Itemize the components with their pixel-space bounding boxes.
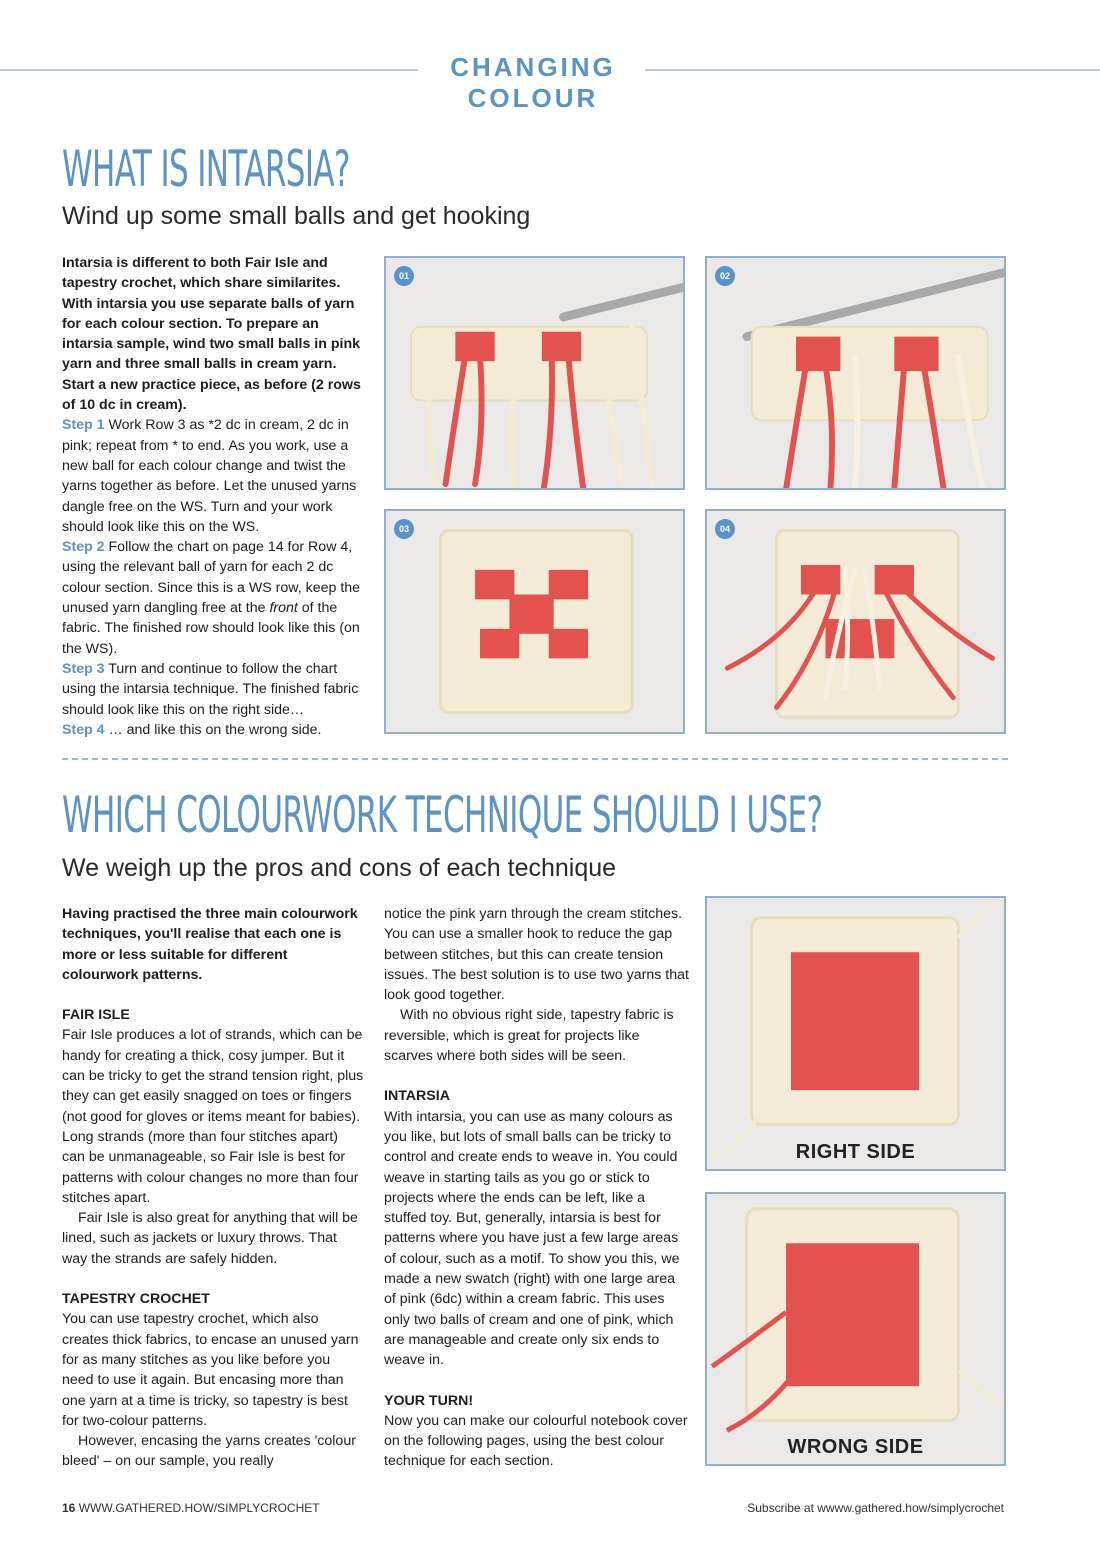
swatch-right-side-image [386, 511, 683, 732]
step-1 [62, 415, 364, 537]
swatch-row4-image [707, 258, 1004, 488]
intarsia-text [62, 253, 364, 740]
step-1-text: Work Row 3 as *2 dc in cream, 2 dc in pink; repeat from * to end. As you work, use a new ball for each colour change and twist the yarns together as before. Let the unused yarns dangle free on the WS. Turn and your work should look like this on the WS. [62, 417, 357, 535]
fair-isle-heading: FAIR ISLE [62, 1007, 130, 1024]
right-side-caption: RIGHT SIDE [795, 1141, 916, 1163]
photo-step-03 [384, 509, 685, 734]
step-3-label: Step 3 [62, 660, 105, 677]
tapestry-paragraph-2: However, encasing the yarns creates 'colour bleed' – on our sample, you really [62, 1433, 356, 1470]
photo-badge-02: 02 [715, 266, 735, 286]
intarsia-title: WHAT IS INTARSIA? [62, 140, 350, 198]
step-2-text-b: of the fabric. The finished row should look like this (on the WS). [62, 600, 360, 657]
intarsia-subtitle: Wind up some small balls and get hooking [62, 202, 531, 230]
swatch-wrong-side-large-image [707, 1194, 1004, 1464]
intarsia-heading: INTARSIA [384, 1088, 450, 1105]
footer-url[interactable]: WWW.GATHERED.HOW/SIMPLYCROCHET [78, 1501, 320, 1515]
step-2-emphasis: front [269, 600, 298, 617]
page-number: 16 [62, 1501, 76, 1515]
section-header: CHANGING COLOUR [450, 52, 616, 113]
swatch-strands-image [386, 258, 683, 488]
photo-badge-03: 03 [394, 519, 414, 539]
step-4 [62, 720, 364, 740]
your-turn-heading: YOUR TURN! [384, 1392, 474, 1409]
tapestry-paragraph-3: With no obvious right side, tapestry fabric is reversible, which is great for projects like scarves where both sides will be seen. [384, 1007, 674, 1065]
footer-left [62, 1501, 320, 1515]
tapestry-heading: TAPESTRY CROCHET [62, 1291, 210, 1308]
technique-column-1 [62, 904, 364, 1472]
photo-badge-01: 01 [394, 266, 414, 286]
technique-subtitle: We weigh up the pros and cons of each technique [62, 854, 617, 882]
photo-right-side [705, 896, 1006, 1171]
footer-subscribe[interactable]: Subscribe at wwww.gathered.how/simplycrochet [747, 1501, 1004, 1515]
step-2-label: Step 2 [62, 539, 105, 556]
step-4-label: Step 4 [62, 721, 105, 738]
technique-column-2 [384, 904, 690, 1472]
your-turn-paragraph: Now you can make our colourful notebook cover on the following pages, using the best colour technique for each section. [384, 1412, 688, 1470]
technique-title: WHICH COLOURWORK TECHNIQUE SHOULD I USE? [62, 786, 823, 844]
step-2 [62, 537, 364, 659]
step-3 [62, 659, 364, 720]
step-1-label: Step 1 [62, 417, 105, 434]
intarsia-paragraph: With intarsia, you can use as many colours as you like, but lots of small balls can be tricky to control and create ends to weave in. You could weave in starting tails as you go or stick to projects where the ends can be left, like a stuffed toy. But, generally, intarsia is best for patterns where you have just a few large areas of colour, such as a motif. To show you this, we made a new swatch (right) with one large area of pink (6dc) within a cream fabric. This uses only two balls of cream and one of pink, which are manageable and create only six ends to weave in. [384, 1108, 680, 1369]
step-2-text-a: Follow the chart on page 14 for Row 4, using the relevant ball of yarn for each 2 dc colour section. Since this is a WS row, keep the unused yarn dangling free at the [62, 539, 361, 617]
technique-intro: Having practised the three main colourwork techniques, you'll realise that each one is more or less suitable for different colourwork patterns. [62, 906, 358, 983]
section-divider [62, 758, 1008, 760]
fair-isle-paragraph-2: Fair Isle is also great for anything that will be lined, such as jackets or luxury throws. That way the strands are safely hidden. [62, 1210, 358, 1267]
step-4-text: … and like this on the wrong side. [104, 721, 322, 738]
photo-step-01 [384, 256, 685, 490]
intarsia-intro: Intarsia is different to both Fair Isle and tapestry crochet, which share similarites. With intarsia you use separate balls of yarn for each colour section. To prepare an intarsia sample, wind two small balls in pink yarn and three small balls in cream yarn. Start a new practice piece, as before (2 rows of 10 dc in cream). [62, 255, 361, 414]
header-rule-right [645, 69, 1100, 71]
step-3-text: Turn and continue to follow the chart using the intarsia technique. The finished fabric should look like this on the right side… [62, 660, 359, 718]
photo-step-04 [705, 509, 1006, 734]
swatch-right-side-large-image [707, 898, 1004, 1169]
tapestry-paragraph-2-continued: notice the pink yarn through the cream stitches. You can use a smaller hook to reduce the gap between stitches, but this can create tension issues. The best solution is to use two yarns that look good together. [384, 906, 689, 1004]
photo-step-02 [705, 256, 1006, 490]
photo-badge-04: 04 [715, 519, 735, 539]
header-rule-left [0, 69, 418, 71]
swatch-wrong-side-image [707, 511, 1004, 732]
photo-wrong-side [705, 1192, 1006, 1466]
wrong-side-caption: WRONG SIDE [787, 1436, 924, 1458]
fair-isle-paragraph-1: Fair Isle produces a lot of strands, which can be handy for creating a thick, cosy jumper. But it can be tricky to get the strand tension right, plus they can get easily snagged on toes or fingers (not good for gloves or items meant for babies). Long strands (more than four stitches apart) can be unmanageable, so Fair Isle is best for patterns with colour changes no more than four stitches apart. [62, 1027, 364, 1206]
tapestry-paragraph-1: You can use tapestry crochet, which also creates thick fabrics, to encase an unused yarn for as many stitches as you like before you need to use it again. But encasing more than one yarn at a time is tricky, so tapestry is best for two-colour patterns. [62, 1311, 359, 1429]
